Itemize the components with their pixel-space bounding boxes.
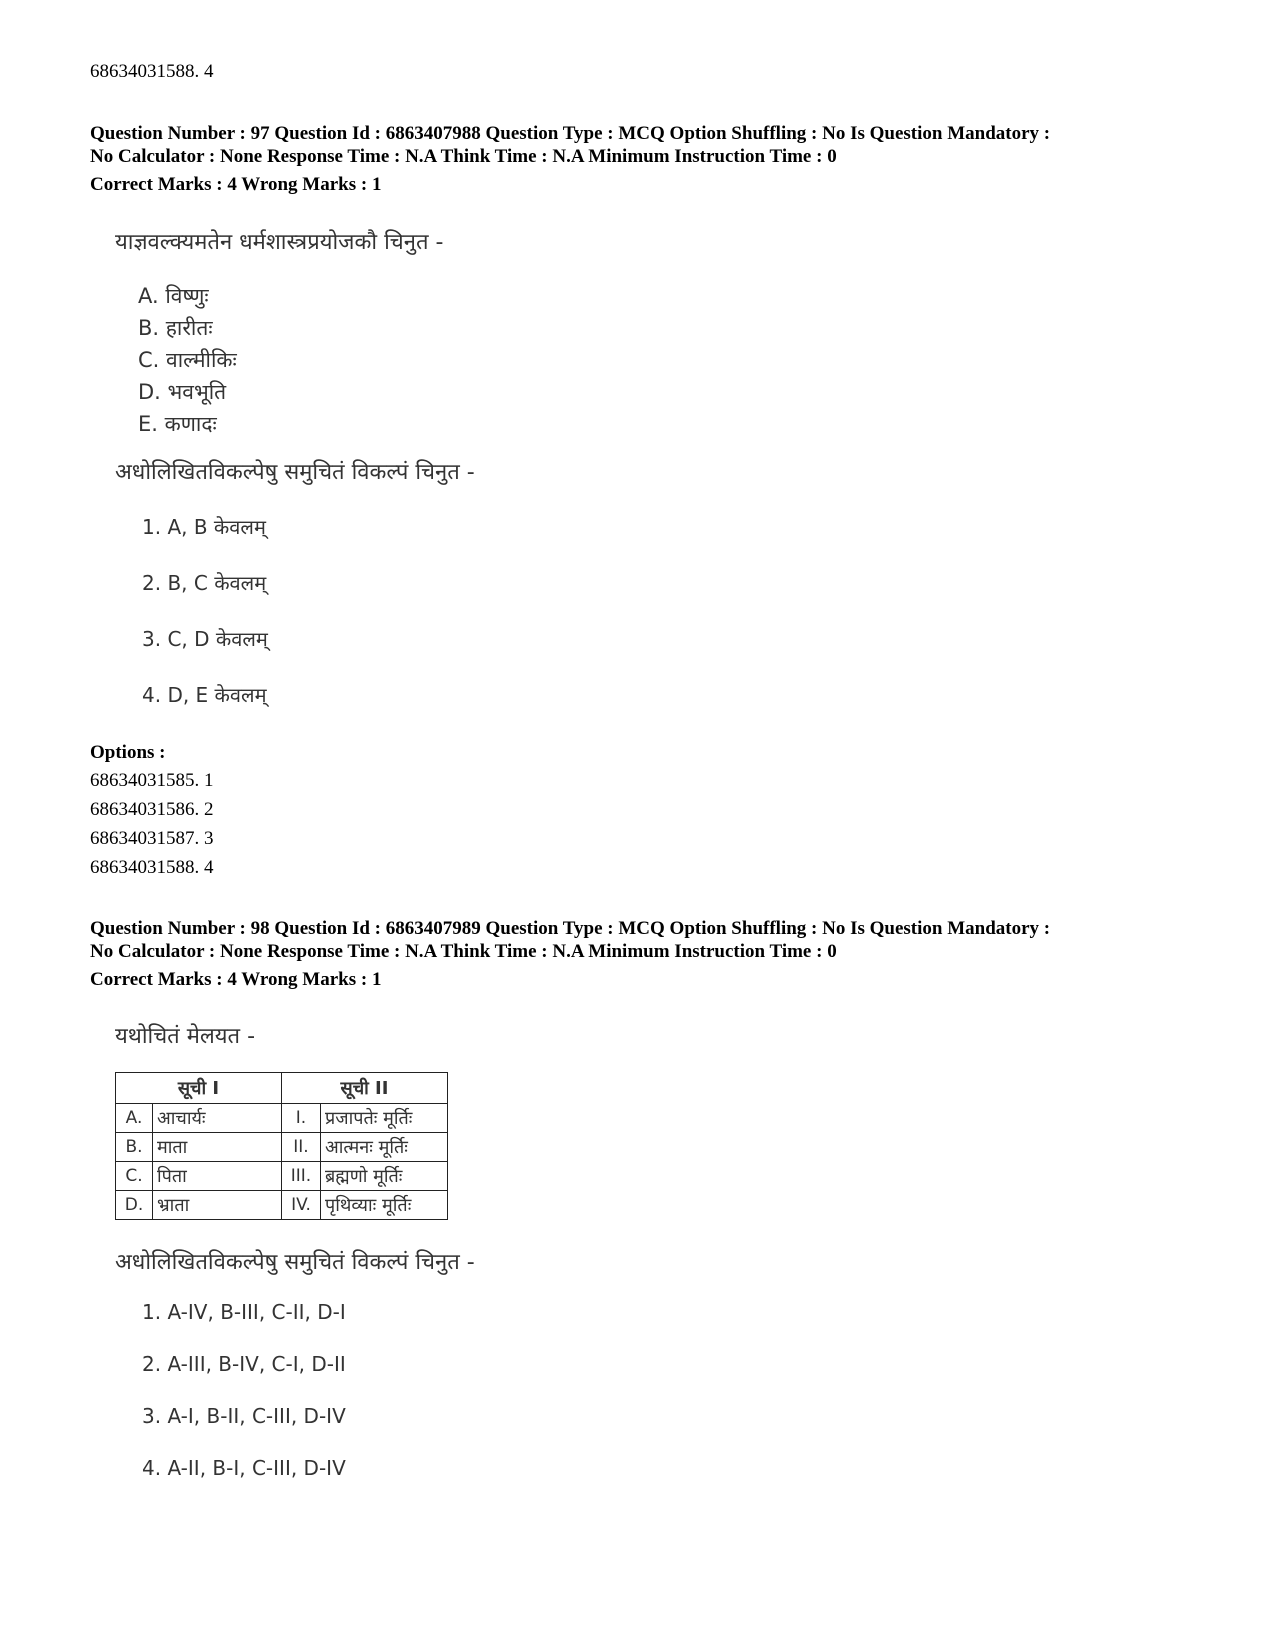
choice-1: 1. A, B केवलम् xyxy=(142,515,266,539)
matching-table xyxy=(115,1072,448,1220)
row-value: पिता xyxy=(153,1162,282,1191)
question-marks: Correct Marks : 4 Wrong Marks : 1 xyxy=(90,174,382,195)
choice-2: 2. A-III, B-IV, C-I, D-II xyxy=(142,1352,346,1376)
choice-3: 3. A-I, B-II, C-III, D-IV xyxy=(142,1404,346,1428)
row-value: माता xyxy=(153,1133,282,1162)
question-instruction: अधोलिखितविकल्पेषु समुचितं विकल्पं चिनुत - xyxy=(115,460,475,485)
table-row xyxy=(116,1133,448,1162)
list-item: C. वाल्मीकिः xyxy=(138,348,237,372)
row-value: प्रजापतेः मूर्तिः xyxy=(321,1104,448,1133)
row-label: D. xyxy=(116,1191,153,1220)
table-header-row xyxy=(116,1073,448,1104)
choice-3: 3. C, D केवलम् xyxy=(142,627,268,651)
row-label: IV. xyxy=(282,1191,321,1220)
table-row xyxy=(116,1104,448,1133)
question-header-line1: Question Number : 97 Question Id : 6863407988 Question Type : MCQ Option Shuffling : No Is Question Mandatory : xyxy=(90,123,1051,144)
option-item: 68634031588. 4 xyxy=(90,857,214,878)
column-header-list-2: सूची II xyxy=(282,1073,448,1104)
item-list xyxy=(138,280,237,440)
choice-4: 4. D, E केवलम् xyxy=(142,683,267,707)
choice-4: 4. A-II, B-I, C-III, D-IV xyxy=(142,1456,346,1480)
row-value: भ्राता xyxy=(153,1191,282,1220)
choice-2: 2. B, C केवलम् xyxy=(142,571,267,595)
list-item: B. हारीतः xyxy=(138,316,213,340)
row-value: ब्रह्मणो मूर्तिः xyxy=(321,1162,448,1191)
list-item: D. भवभूति xyxy=(138,380,227,404)
list-item: A. विष्णुः xyxy=(138,284,209,308)
option-item: 68634031587. 3 xyxy=(90,828,214,849)
choice-1: 1. A-IV, B-III, C-II, D-I xyxy=(142,1300,346,1324)
options-label: Options : xyxy=(90,742,166,763)
row-label: I. xyxy=(282,1104,321,1133)
question-header-line1: Question Number : 98 Question Id : 6863407989 Question Type : MCQ Option Shuffling : No Is Question Mandatory : xyxy=(90,918,1051,939)
column-header-list-1: सूची I xyxy=(116,1073,282,1104)
options-list xyxy=(90,766,214,882)
question-prompt: याज्ञवल्क्यमतेन धर्मशास्त्रप्रयोजकौ चिनुत - xyxy=(115,230,444,255)
table-row xyxy=(116,1162,448,1191)
row-label: II. xyxy=(282,1133,321,1162)
question-marks: Correct Marks : 4 Wrong Marks : 1 xyxy=(90,969,382,990)
row-label: C. xyxy=(116,1162,153,1191)
option-item: 68634031586. 2 xyxy=(90,799,214,820)
table-row xyxy=(116,1191,448,1220)
previous-answer-line: 68634031588. 4 xyxy=(90,61,214,82)
question-prompt: यथोचितं मेलयत - xyxy=(115,1024,256,1049)
row-value: आत्मनः मूर्तिः xyxy=(321,1133,448,1162)
list-item: E. कणादः xyxy=(138,412,217,436)
question-header-line2: No Calculator : None Response Time : N.A Think Time : N.A Minimum Instruction Time : 0 xyxy=(90,146,837,167)
row-label: III. xyxy=(282,1162,321,1191)
row-value: पृथिव्याः मूर्तिः xyxy=(321,1191,448,1220)
row-label: A. xyxy=(116,1104,153,1133)
option-item: 68634031585. 1 xyxy=(90,770,214,791)
row-label: B. xyxy=(116,1133,153,1162)
question-header-line2: No Calculator : None Response Time : N.A Think Time : N.A Minimum Instruction Time : 0 xyxy=(90,941,837,962)
row-value: आचार्यः xyxy=(153,1104,282,1133)
question-instruction: अधोलिखितविकल्पेषु समुचितं विकल्पं चिनुत - xyxy=(115,1250,475,1275)
